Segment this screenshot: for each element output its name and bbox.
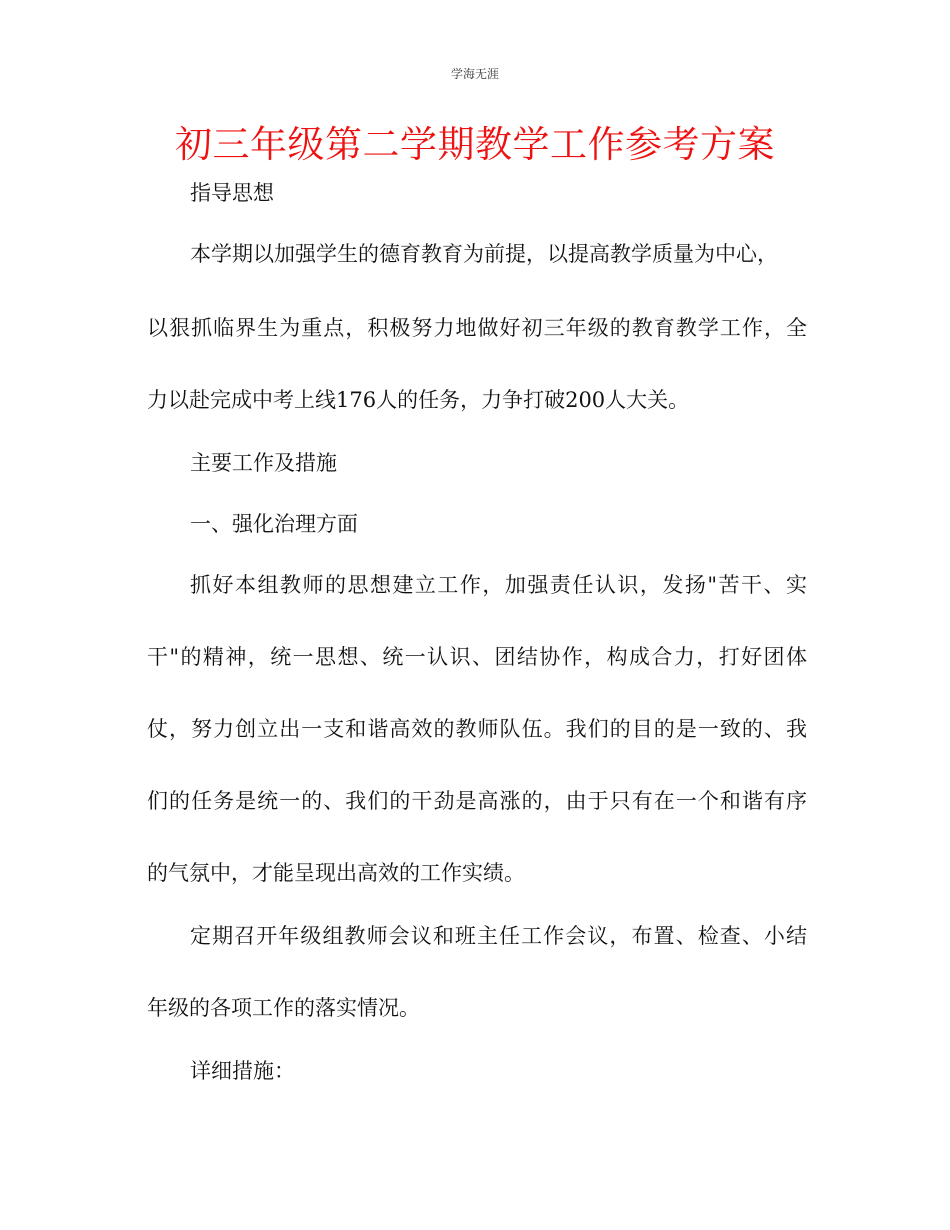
paragraph-line: 抓好本组教师的思想建立工作，加强责任认识，发扬"苦干、实 — [190, 573, 807, 597]
paragraph-line: 力以赴完成中考上线176人的任务，力争打破200人大关。 — [147, 388, 690, 412]
section-heading-detailed-measures: 详细措施： — [190, 1059, 295, 1083]
page-header: 学海无涯 — [450, 67, 499, 81]
paragraph-line: 仗，努力创立出一支和谐高效的教师队伍。我们的目的是一致的、我 — [147, 717, 807, 741]
paragraph-line: 本学期以加强学生的德育教育为前提，以提高教学质量为中心， — [190, 242, 778, 266]
document-title: 初三年级第二学期教学工作参考方案 — [175, 123, 775, 166]
paragraph-line: 的气氛中，才能呈现出高效的工作实绩。 — [147, 861, 525, 885]
paragraph-line: 们的任务是统一的、我们的干劲是高涨的，由于只有在一个和谐有序 — [147, 789, 807, 813]
section-heading-main-work: 主要工作及措施 — [190, 451, 337, 475]
section-heading-management: 一、强化治理方面 — [190, 512, 358, 536]
paragraph-line: 年级的各项工作的落实情况。 — [147, 996, 420, 1020]
paragraph-line: 定期召开年级组教师会议和班主任工作会议，布置、检查、小结 — [190, 924, 807, 948]
paragraph-line: 以狠抓临界生为重点，积极努力地做好初三年级的教育教学工作，全 — [147, 316, 807, 340]
section-heading-guiding-ideology: 指导思想 — [190, 181, 274, 205]
paragraph-line: 干"的精神，统一思想、统一认识、团结协作，构成合力，打好团体 — [147, 645, 807, 669]
